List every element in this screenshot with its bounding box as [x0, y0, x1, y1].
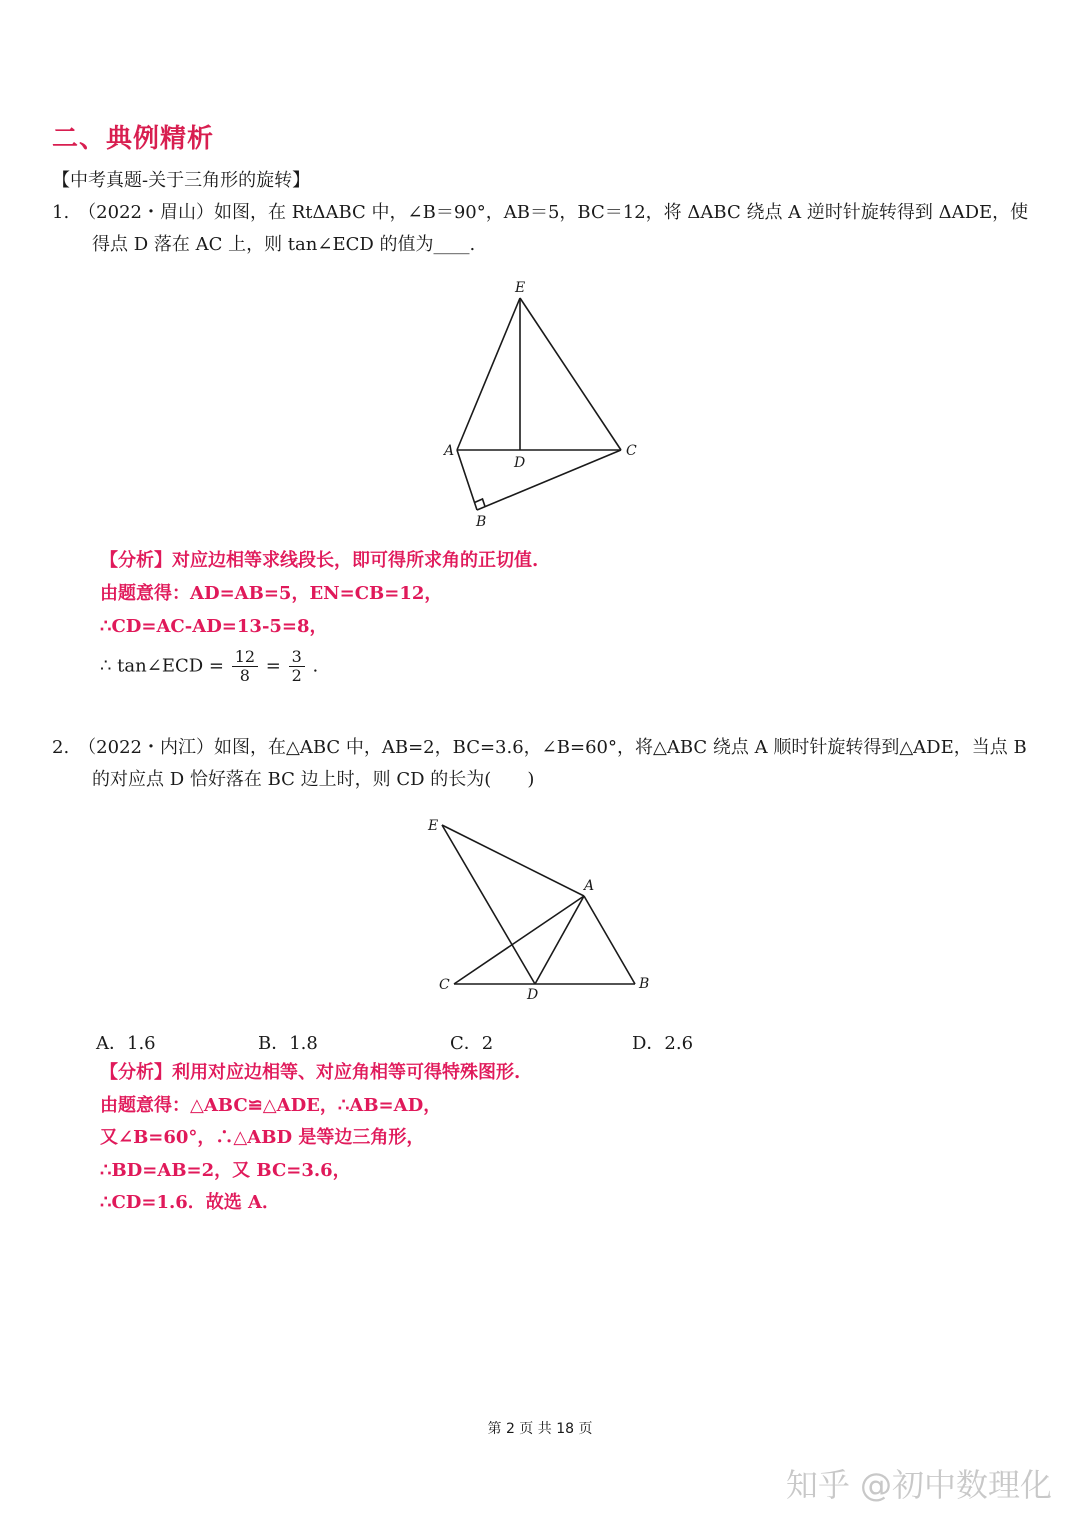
label-E: E — [428, 818, 439, 834]
label-B: B — [639, 976, 650, 992]
period: . — [312, 655, 319, 677]
label-C: C — [439, 977, 450, 993]
problem2-figure — [425, 810, 665, 1005]
choice-d: D．2.6 — [632, 1033, 694, 1054]
choice-a: A．1.6 — [96, 1033, 156, 1054]
section-title: 二、典例精析 — [52, 124, 215, 154]
edge-AD — [535, 896, 584, 984]
problem2-line1: 2. （2022・内江）如图，在△ABC 中，AB=2，BC=3.6，∠B=60°，将△ABC 绕点 A 顺时针旋转得到△ADE，当点 B — [52, 737, 1027, 758]
problem1-line1: 1. （2022・眉山）如图，在 RtΔABC 中，∠B＝90°，AB＝5，BC＝12，将 ΔABC 绕点 A 逆时针旋转得到 ΔADE，使 — [52, 202, 1029, 223]
label-A: A — [584, 878, 595, 894]
watermark: 知乎 @初中数理化 — [785, 1466, 1052, 1504]
problem1-analysis-line2: 由题意得：AD=AB=5，EN=CB=12， — [100, 583, 443, 604]
fraction-3-2 — [289, 648, 305, 685]
problem2-analysis-line1: 【分析】利用对应边相等、对应角相等可得特殊图形. — [100, 1062, 521, 1083]
edge-AE — [457, 298, 520, 450]
problem1-figure — [430, 275, 650, 530]
subsection-title: 【中考真题-关于三角形的旋转】 — [52, 170, 311, 191]
label-D: D — [514, 455, 526, 471]
problem2-analysis-line2: 由题意得：△ABC≌△ADE，∴AB=AD， — [100, 1095, 442, 1116]
choice-b: B．1.8 — [258, 1033, 318, 1054]
fraction-numerator: 3 — [289, 648, 305, 667]
problem2-analysis-line4: ∴BD=AB=2，又 BC=3.6， — [100, 1160, 351, 1181]
problem2-analysis-line3: 又∠B=60°，∴△ABD 是等边三角形， — [100, 1127, 425, 1148]
edge-EC — [520, 298, 621, 450]
edge-AB — [584, 896, 635, 984]
problem1-analysis-line4 — [100, 648, 318, 685]
equals-sign: = — [265, 655, 281, 677]
label-C: C — [626, 443, 637, 459]
label-E: E — [515, 280, 526, 296]
fraction-12-8 — [232, 648, 258, 685]
fraction-numerator: 12 — [232, 648, 258, 667]
problem1-analysis-line1: 【分析】对应边相等求线段长，即可得所求角的正切值. — [100, 550, 539, 571]
problem2-analysis-line5: ∴CD=1.6．故选 A． — [100, 1192, 281, 1213]
fraction-denominator: 2 — [291, 666, 302, 685]
tan-expression: ∴ tan∠ECD = — [100, 655, 224, 677]
label-B: B — [476, 514, 487, 530]
page-footer: 第 2 页 共 18 页 — [487, 1421, 593, 1437]
problem1-line2: 得点 D 落在 AC 上，则 tan∠ECD 的值为____. — [92, 234, 476, 255]
problem2-line2: 的对应点 D 恰好落在 BC 边上时，则 CD 的长为( ) — [92, 769, 535, 790]
label-D: D — [527, 987, 539, 1003]
edge-AC — [454, 896, 584, 984]
label-A: A — [444, 443, 455, 459]
edge-AB — [457, 450, 477, 510]
fraction-denominator: 8 — [239, 666, 250, 685]
edge-BC — [477, 450, 621, 510]
problem1-analysis-line3: ∴CD=AC-AD=13-5=8， — [100, 616, 328, 637]
choice-c: C．2 — [450, 1033, 494, 1054]
